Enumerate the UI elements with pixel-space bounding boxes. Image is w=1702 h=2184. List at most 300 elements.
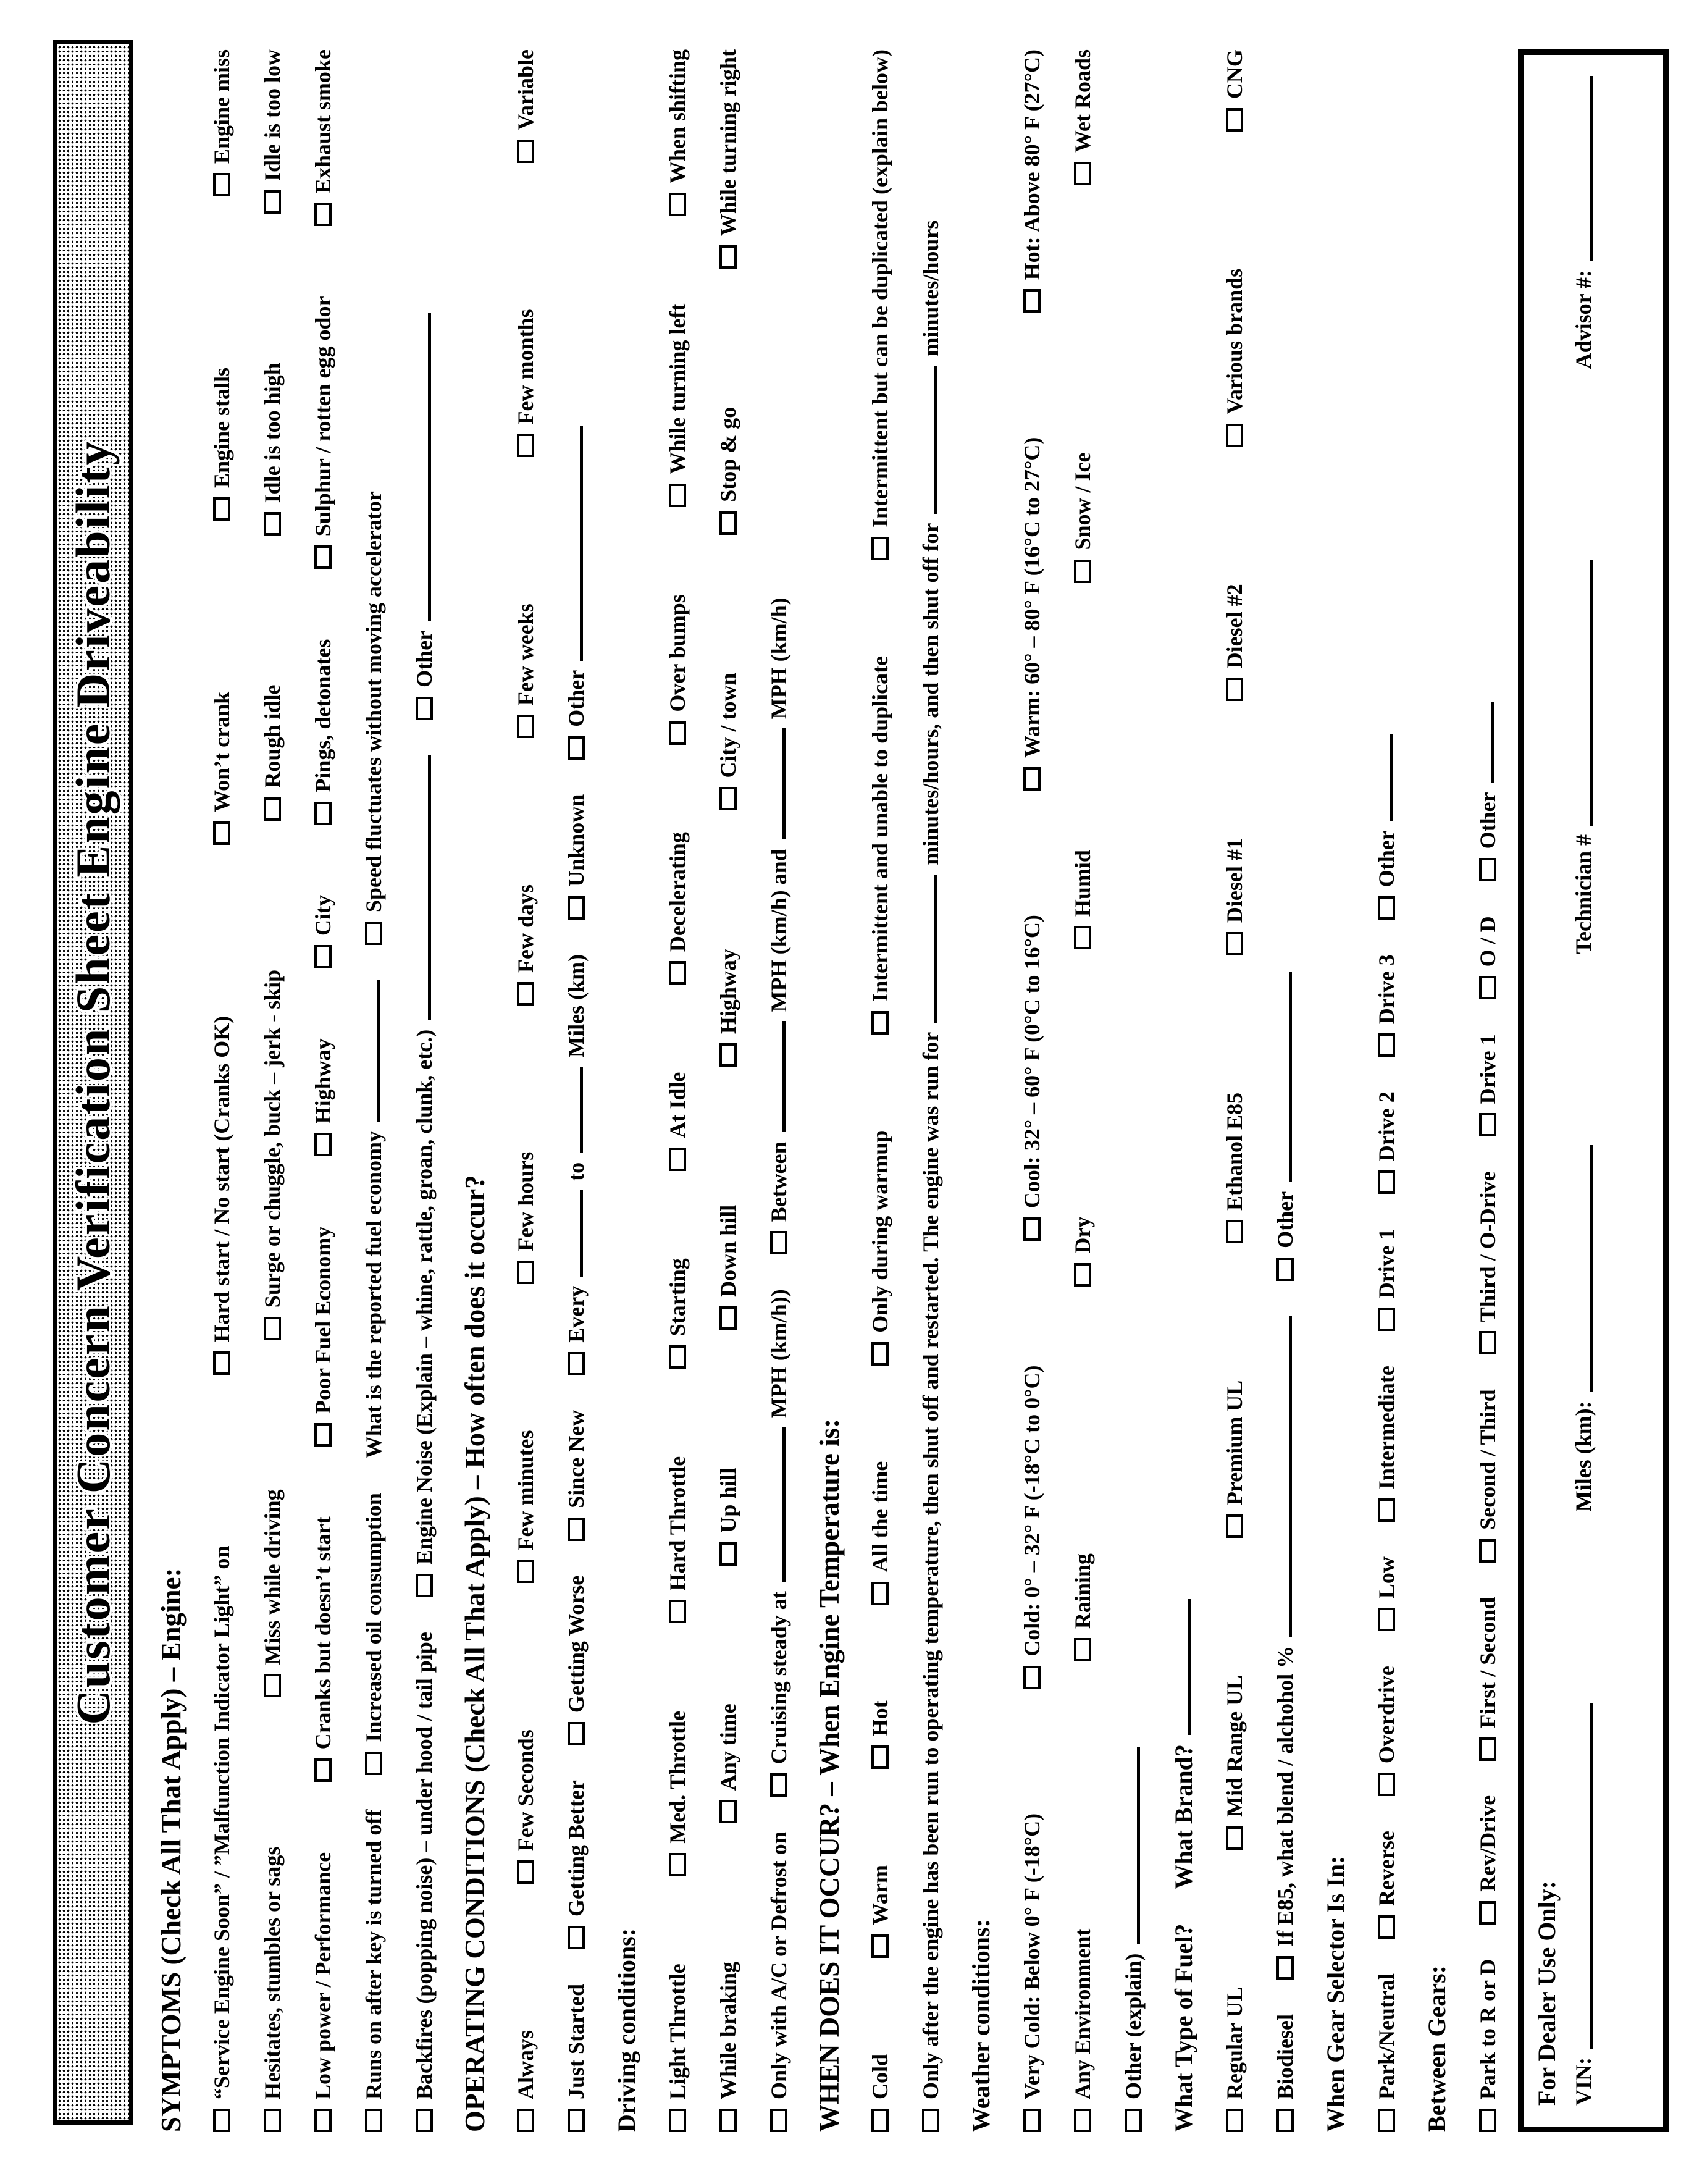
checkbox[interactable]	[871, 537, 889, 560]
checkbox[interactable]	[213, 497, 230, 521]
checkbox[interactable]	[669, 1148, 686, 1171]
fill-in-line[interactable]	[764, 728, 786, 839]
heading-item	[1169, 1599, 1199, 1889]
checkbox-item	[514, 1152, 537, 1284]
checkbox-item	[363, 491, 385, 945]
checkbox-label: Third / O-Drive	[1475, 1171, 1500, 1322]
checkbox[interactable]	[669, 721, 686, 745]
checkbox[interactable]	[517, 140, 534, 163]
checkbox-item	[764, 597, 794, 1254]
fill-in-line[interactable]	[916, 366, 937, 514]
checkbox-label: Miles (km)	[564, 954, 589, 1057]
fill-in-line[interactable]	[764, 1021, 786, 1132]
checkbox[interactable]	[669, 2109, 686, 2132]
checkbox-item	[409, 755, 440, 1597]
checkbox-label: Rev/Drive	[1475, 1795, 1500, 1892]
heading-item	[1425, 1965, 1449, 2132]
checkbox-label: Engine stalls	[209, 367, 234, 488]
checkbox[interactable]	[871, 1745, 889, 1769]
checkbox-item	[312, 1852, 334, 2132]
checkbox[interactable]	[719, 787, 737, 810]
checkbox[interactable]	[871, 1934, 889, 1958]
section-heading: When Gear Selector Is In:	[1322, 1855, 1349, 2132]
checkbox[interactable]	[1226, 2109, 1243, 2132]
checkbox-item	[514, 884, 537, 1006]
checkbox-item	[916, 220, 946, 2132]
checkbox[interactable]	[1378, 1773, 1395, 1796]
checkbox[interactable]	[568, 1722, 585, 1745]
checkbox-label: Surge or chuggle, buck – jerk - skip	[260, 969, 285, 1308]
checkbox-label: Hard Throttle	[665, 1456, 690, 1591]
checkbox-label: Other	[564, 670, 589, 727]
checkbox-item	[1274, 2014, 1296, 2132]
checkbox-item	[1477, 1597, 1499, 1761]
checkbox[interactable]	[1023, 1666, 1041, 1689]
checkbox-label: Warm	[868, 1865, 892, 1926]
checkbox-item	[666, 594, 689, 744]
checkbox-label: When shifting	[665, 49, 690, 184]
checkbox-item	[312, 1038, 334, 1156]
checkbox[interactable]	[1479, 1113, 1496, 1136]
fill-in-line[interactable]	[359, 980, 380, 1122]
checkbox[interactable]	[568, 1352, 585, 1376]
checkbox[interactable]	[1125, 2109, 1142, 2132]
checkbox-label: Only with A/C or Defrost on	[766, 1831, 791, 2099]
checkbox[interactable]	[1378, 1033, 1395, 1057]
checkbox-label: Engine Noise (Explain – whine, rattle, groan, clunk, etc.)	[412, 1029, 437, 1565]
checkbox[interactable]	[1378, 1915, 1395, 1939]
checkbox-label: Hesitates, stumbles or sags	[260, 1846, 285, 2099]
fill-in-line[interactable]	[409, 755, 431, 1020]
checkbox-label: MPH (km/h))	[766, 1289, 791, 1419]
checkbox[interactable]	[1378, 896, 1395, 920]
checkbox-item	[312, 1516, 334, 1782]
fill-in-line[interactable]	[561, 1190, 583, 1277]
title-bar	[53, 40, 133, 2125]
checkbox[interactable]	[517, 1560, 534, 1583]
checkbox-label: Decelerating	[665, 832, 690, 952]
checkbox-label: Drive 3	[1374, 954, 1399, 1025]
checkbox[interactable]	[1023, 1217, 1041, 1241]
fill-in-line[interactable]	[764, 1427, 786, 1582]
checkbox[interactable]	[1074, 2109, 1091, 2132]
form-line	[298, 49, 348, 2132]
fill-in-line[interactable]	[1169, 1599, 1191, 1735]
checkbox-item	[565, 1984, 587, 2132]
checkbox-item	[1021, 915, 1043, 1241]
checkbox[interactable]	[1479, 858, 1496, 881]
checkbox-item	[312, 1227, 334, 1447]
checkbox-item	[1372, 734, 1402, 920]
checkbox[interactable]	[719, 511, 737, 535]
checkbox-item	[1270, 972, 1301, 1281]
checkbox[interactable]	[416, 1574, 433, 1597]
form-line	[348, 49, 399, 2132]
fill-in-line[interactable]	[1270, 1316, 1292, 1637]
checkbox-label: Pings, detonates	[311, 639, 335, 792]
checkbox-item	[312, 296, 334, 569]
checkbox-item	[1477, 1796, 1499, 1925]
checkbox[interactable]	[1226, 1514, 1243, 1538]
checkbox[interactable]	[314, 2109, 332, 2132]
checkbox-item	[1477, 1389, 1499, 1562]
checkbox-item	[409, 313, 440, 720]
checkbox[interactable]	[1378, 1170, 1395, 1194]
checkbox-item	[1071, 1929, 1094, 2132]
fill-in-line[interactable]	[1572, 76, 1593, 261]
dealer-field-label: VIN:	[1571, 2057, 1596, 2106]
checkbox-item	[1375, 1366, 1398, 1522]
checkbox-item	[363, 1493, 385, 1774]
fill-in-line[interactable]	[1270, 972, 1292, 1182]
checkbox-item	[666, 1456, 689, 1624]
section-heading: WHEN DOES IT OCCUR? – When Engine Temperature is:	[813, 1418, 845, 2132]
checkbox-label: Warm: 60° – 80° F (16°C to 27°C)	[1020, 437, 1044, 758]
form-body	[146, 49, 1513, 2132]
checkbox-label: Premium UL	[1222, 1380, 1247, 1506]
checkbox-label: City	[311, 894, 335, 936]
fill-in-line[interactable]	[1473, 702, 1494, 783]
checkbox[interactable]	[1074, 926, 1091, 949]
checkbox[interactable]	[517, 1261, 534, 1284]
checkbox-label: Cold: 0° – 32° F (-18°C to 0°C)	[1020, 1365, 1044, 1657]
checkbox-label: Backfires (popping noise) – under hood / tail pipe	[412, 1632, 437, 2099]
checkbox[interactable]	[1226, 932, 1243, 956]
checkbox-item	[1021, 1813, 1043, 2132]
checkbox-label: While braking	[716, 1961, 740, 2099]
checkbox-item	[1375, 1831, 1398, 1939]
checkbox-label: Poor Fuel Economy	[311, 1226, 335, 1414]
checkbox[interactable]	[1479, 1737, 1496, 1761]
checkbox-item	[869, 1700, 891, 1769]
checkbox[interactable]	[1226, 678, 1243, 701]
checkbox-label: Drive 1	[1475, 1034, 1500, 1104]
fill-in-line[interactable]	[561, 426, 583, 661]
checkbox-label: What is the reported fuel economy	[361, 1130, 386, 1459]
checkbox[interactable]	[314, 545, 332, 569]
checkbox[interactable]	[1074, 1638, 1091, 1661]
checkbox[interactable]	[1479, 1539, 1496, 1563]
heading-item	[1172, 1924, 1196, 2132]
section-heading-line	[1412, 49, 1462, 2132]
checkbox[interactable]	[264, 190, 281, 214]
fill-in-line[interactable]	[561, 1067, 583, 1153]
fill-in-line[interactable]	[1572, 1703, 1593, 2049]
section-heading-line	[1310, 49, 1361, 2132]
checkbox[interactable]	[1479, 1901, 1496, 1925]
checkbox-item	[312, 639, 334, 825]
section-heading-line	[956, 49, 1007, 2132]
checkbox[interactable]	[264, 1674, 281, 1697]
checkbox-label: Wet Roads	[1070, 49, 1095, 153]
checkbox-label: Mid Range UL	[1222, 1674, 1247, 1817]
checkbox[interactable]	[264, 1317, 281, 1340]
checkbox[interactable]	[871, 1342, 889, 1366]
fill-in-line[interactable]	[1572, 560, 1593, 826]
checkbox[interactable]	[365, 2109, 382, 2132]
heading-item	[461, 1175, 489, 2132]
checkbox-label: Light Throttle	[665, 1964, 690, 2099]
section-heading: OPERATING CONDITIONS (Check All That Apply) – How often does it occur?	[459, 1175, 490, 2132]
section-heading: Between Gears:	[1423, 1965, 1451, 2132]
fill-in-line[interactable]	[1372, 734, 1393, 821]
checkbox-item	[514, 603, 537, 738]
checkbox[interactable]	[669, 961, 686, 985]
dealer-use-only-box	[1518, 49, 1669, 2132]
checkbox-label: Ethanol E85	[1222, 1092, 1247, 1211]
checkbox[interactable]	[314, 203, 332, 226]
checkbox[interactable]	[416, 697, 433, 720]
checkbox[interactable]	[1479, 976, 1496, 999]
checkbox-item	[869, 1130, 891, 1366]
checkbox-item	[1223, 1675, 1246, 1850]
checkbox[interactable]	[922, 2109, 939, 2132]
checkbox[interactable]	[314, 945, 332, 968]
checkbox-label: All the time	[868, 1461, 892, 1573]
checkbox-item	[666, 1072, 689, 1171]
checkbox-label: Starting	[665, 1258, 690, 1337]
checkbox-label: Only during warmup	[868, 1130, 892, 1333]
checkbox-item	[514, 309, 537, 457]
checkbox-label: Few days	[513, 884, 538, 973]
form-line	[1007, 49, 1057, 2132]
checkbox[interactable]	[1226, 1220, 1243, 1243]
checkbox[interactable]	[1378, 1308, 1395, 1331]
checkbox-label: Every	[564, 1285, 589, 1343]
checkbox-item	[1477, 1959, 1499, 2132]
fill-in-line[interactable]	[916, 875, 937, 1023]
checkbox[interactable]	[517, 982, 534, 1006]
checkbox-label: Hard start / No start (Cranks OK)	[209, 1015, 234, 1342]
checkbox-label: First / Second	[1475, 1597, 1500, 1728]
checkbox-label: “Service Engine Soon” / ”Malfunction Indicator Light” on	[209, 1545, 234, 2099]
checkbox[interactable]	[365, 1752, 382, 1775]
checkbox[interactable]	[719, 1542, 737, 1566]
checkbox[interactable]	[517, 2109, 534, 2132]
checkbox-label: Few hours	[513, 1151, 538, 1251]
checkbox-label: Reverse	[1374, 1831, 1399, 1907]
checkbox-label: Park to R or D	[1475, 1959, 1500, 2099]
checkbox[interactable]	[568, 1926, 585, 1949]
dealer-box-heading: For Dealer Use Only:	[1533, 1880, 1561, 2106]
checkbox[interactable]	[669, 1853, 686, 1876]
checkbox-item	[717, 1468, 739, 1566]
checkbox-label: Low	[1374, 1556, 1399, 1599]
checkbox[interactable]	[719, 1800, 737, 1823]
checkbox-item	[514, 1430, 537, 1583]
checkbox-label: Getting Worse	[564, 1575, 589, 1713]
checkbox[interactable]	[416, 2109, 433, 2132]
checkbox-label: Only after the engine has been run to operating temperature, then shut off and restarted. The engine was run for	[918, 1031, 943, 2099]
checkbox[interactable]	[1479, 1331, 1496, 1354]
checkbox-item	[717, 49, 739, 269]
checkbox[interactable]	[770, 1231, 787, 1254]
checkbox[interactable]	[719, 245, 737, 269]
checkbox[interactable]	[1479, 2109, 1496, 2132]
checkbox[interactable]	[1074, 162, 1091, 185]
checkbox[interactable]	[669, 193, 686, 216]
section-heading: What Type of Fuel?	[1170, 1923, 1197, 2132]
checkbox-item	[261, 1847, 283, 2132]
checkbox[interactable]	[213, 821, 230, 845]
checkbox[interactable]	[871, 2109, 889, 2132]
form-line	[703, 49, 753, 2132]
checkbox-item	[1223, 838, 1246, 956]
checkbox-label: Increased oil consumption	[361, 1493, 386, 1742]
checkbox[interactable]	[1226, 108, 1243, 132]
checkbox-item	[1223, 584, 1246, 701]
heading-item	[813, 1418, 845, 2132]
dealer-field	[1572, 1703, 1595, 2106]
checkbox-label: Few weeks	[513, 603, 538, 706]
checkbox-item	[1375, 1666, 1398, 1796]
checkbox[interactable]	[264, 2109, 281, 2132]
checkbox-label: Getting Better	[564, 1780, 589, 1917]
checkbox[interactable]	[669, 1345, 686, 1369]
checkbox[interactable]	[1226, 1826, 1243, 1850]
checkbox-label: Unknown	[564, 794, 589, 887]
checkbox-label: Any Environment	[1070, 1928, 1095, 2099]
dealer-field	[1572, 560, 1595, 954]
checkbox-item	[869, 1865, 891, 1958]
checkbox[interactable]	[871, 1011, 889, 1035]
checkbox[interactable]	[1276, 2109, 1294, 2132]
checkbox-label: Drive 1	[1374, 1228, 1399, 1299]
checkbox-label: Diesel #1	[1222, 838, 1247, 923]
checkbox[interactable]	[213, 173, 230, 196]
checkbox[interactable]	[1074, 1263, 1091, 1287]
checkbox-label: Any time	[716, 1703, 740, 1791]
checkbox-label: MPH (km/h)	[766, 597, 791, 720]
form-line	[1057, 49, 1108, 2132]
checkbox[interactable]	[517, 1860, 534, 1884]
dealer-field	[1572, 1145, 1595, 1511]
form-line	[1361, 49, 1412, 2132]
section-heading: What Brand?	[1170, 1744, 1197, 1889]
checkbox[interactable]	[568, 2109, 585, 2132]
checkbox-label: Down hill	[716, 1204, 740, 1297]
checkbox-item	[211, 1016, 233, 1375]
checkbox-label: Intermittent and unable to duplicate	[868, 655, 892, 1002]
checkbox-item	[261, 363, 283, 536]
checkbox-item	[768, 1831, 790, 2132]
checkbox[interactable]	[719, 1043, 737, 1067]
checkbox[interactable]	[1276, 1258, 1294, 1281]
checkbox-item	[514, 1729, 537, 1884]
checkbox[interactable]	[719, 1306, 737, 1330]
checkbox-label: Between	[766, 1141, 791, 1222]
checkbox-item	[1021, 49, 1043, 313]
form-line	[500, 49, 551, 2132]
form-line	[1209, 49, 1260, 2132]
fill-in-line[interactable]	[409, 313, 431, 621]
checkbox[interactable]	[568, 736, 585, 760]
checkbox[interactable]	[314, 802, 332, 825]
checkbox[interactable]	[517, 434, 534, 457]
checkbox-item	[1375, 1973, 1398, 2132]
checkbox[interactable]	[568, 896, 585, 920]
checkbox-item	[1223, 1380, 1246, 1538]
checkbox-item	[1071, 1217, 1094, 1287]
fill-in-line[interactable]	[1118, 1747, 1140, 1944]
checkbox[interactable]	[314, 1758, 332, 1782]
checkbox[interactable]	[770, 2109, 787, 2132]
checkbox-label: At Idle	[665, 1072, 690, 1138]
checkbox[interactable]	[213, 1351, 230, 1375]
form-line	[1462, 49, 1513, 2132]
checkbox[interactable]	[314, 1423, 332, 1447]
checkbox-item	[666, 304, 689, 507]
checkbox-label: minutes/hours	[918, 220, 943, 356]
checkbox[interactable]	[213, 2109, 230, 2132]
checkbox[interactable]	[1074, 560, 1091, 583]
checkbox[interactable]	[568, 1518, 585, 1541]
checkbox-label: Hot	[868, 1700, 892, 1737]
checkbox[interactable]	[1023, 289, 1041, 313]
checkbox[interactable]	[871, 1582, 889, 1605]
checkbox[interactable]	[264, 797, 281, 821]
checkbox-item	[1477, 1034, 1499, 1136]
checkbox[interactable]	[1378, 2109, 1395, 2132]
checkbox[interactable]	[365, 922, 382, 945]
checkbox[interactable]	[314, 1133, 332, 1156]
checkbox-item	[1071, 1553, 1094, 1661]
checkbox-item	[261, 1489, 283, 1697]
checkbox-label: to	[564, 1162, 589, 1181]
checkbox-label: Other	[1475, 792, 1500, 849]
checkbox[interactable]	[669, 484, 686, 507]
checkbox-label: Other (explain)	[1121, 1953, 1146, 2099]
checkbox-item	[869, 656, 891, 1035]
checkbox-item	[1223, 1987, 1246, 2132]
checkbox-label: Biodiesel	[1273, 2014, 1297, 2099]
checkbox-item	[717, 949, 739, 1067]
fill-in-line[interactable]	[1572, 1145, 1593, 1392]
checkbox-item	[666, 1258, 689, 1369]
checkbox-item	[312, 895, 334, 968]
checkbox[interactable]	[669, 1600, 686, 1623]
checkbox[interactable]	[1378, 1608, 1395, 1631]
checkbox-item	[211, 692, 233, 845]
checkbox-item	[717, 1962, 739, 2132]
checkbox[interactable]	[1023, 2109, 1041, 2132]
checkbox[interactable]	[517, 715, 534, 738]
checkbox-item	[717, 407, 739, 535]
checkbox[interactable]	[264, 512, 281, 536]
checkbox-item	[717, 1205, 739, 1330]
checkbox[interactable]	[1276, 1956, 1294, 1980]
checkbox-item	[869, 2054, 891, 2132]
checkbox-label: Speed fluctuates without moving accelerator	[361, 491, 386, 912]
checkbox-label: Cranks but doesn’t start	[311, 1516, 335, 1750]
checkbox[interactable]	[1226, 424, 1243, 447]
checkbox[interactable]	[1378, 1498, 1395, 1522]
checkbox-label: Other	[1273, 1191, 1297, 1248]
checkbox-item	[565, 1576, 587, 1745]
checkbox-label: Very Cold: Below 0° F (-18°C)	[1020, 1813, 1044, 2099]
checkbox-label: O / D	[1475, 916, 1500, 967]
checkbox-label: Diesel #2	[1222, 584, 1247, 669]
checkbox[interactable]	[719, 2109, 737, 2132]
checkbox[interactable]	[1023, 767, 1041, 791]
checkbox-label: Few minutes	[513, 1430, 538, 1551]
section-heading: Driving conditions:	[613, 1928, 640, 2132]
dealer-field	[1572, 76, 1595, 369]
form-line	[652, 49, 703, 2132]
checkbox-item	[717, 673, 739, 810]
checkbox-label: Overdrive	[1374, 1666, 1399, 1764]
checkbox[interactable]	[770, 1773, 787, 1797]
